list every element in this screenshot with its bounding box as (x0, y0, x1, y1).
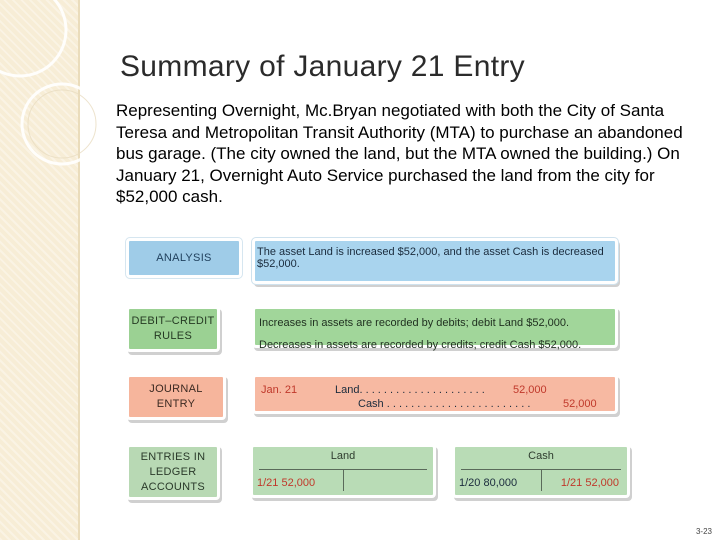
land-debit-entry: 1/21 52,000 (257, 477, 316, 489)
analysis-row (120, 238, 632, 290)
debit-rule: Increases in assets are recorded by debits; debit Land $52,000. (259, 317, 570, 329)
cash-credit-entry: 1/21 52,000 (560, 477, 619, 489)
ledger-label-line1: ENTRIES IN (140, 450, 206, 463)
cash-debit-entry: 1/20 80,000 (459, 477, 518, 489)
debit-credit-rules-row (120, 302, 632, 358)
slide-title: Summary of January 21 Entry (120, 50, 525, 83)
debit-credit-rules-label (126, 306, 220, 352)
land-account-title: Land (330, 450, 356, 462)
je-label-line2: ENTRY (156, 398, 196, 410)
slide-body-text: Representing Overnight, Mc.Bryan negotiated with both the City of Santa Teresa and Metropolitan Transit Authority (MTA) to purchase an abandoned bus garage. (The city owned the land, but the MTA owned the building.) On January 21, Overnight Auto Service purchased the land from the city for $52,000 cash. (116, 101, 683, 206)
ledger-entries-label (126, 444, 220, 500)
journal-date: Jan. 21 (261, 384, 298, 396)
cash-account-title: Cash (528, 450, 554, 462)
journal-credit-amount: 52,000 (563, 398, 597, 410)
analysis-label: ANALYSIS (126, 238, 242, 278)
ledger-entries-row (120, 440, 632, 506)
ledger-label-line3: ACCOUNTS (140, 480, 206, 493)
journal-entry-panel (252, 374, 618, 414)
ledger-label-line2: LEDGER (149, 465, 197, 478)
debit-credit-rules-panel (252, 306, 618, 351)
credit-rule: Decreases in assets are recorded by credits; credit Cash $52,000. (259, 339, 582, 351)
dcr-label-line2: RULES (153, 330, 193, 342)
journal-entry-row (120, 372, 632, 422)
analysis-panel (252, 238, 618, 284)
je-label-line1: JOURNAL (149, 383, 203, 395)
journal-entry-label (126, 374, 226, 420)
cash-t-account (452, 444, 630, 498)
journal-credit-line: Cash . . . . . . . . . . . . . . . . . . . . . . . . (358, 398, 531, 410)
journal-debit-line: Land. . . . . . . . . . . . . . . . . . . . . (335, 384, 485, 396)
dcr-label-line1: DEBIT–CREDIT (131, 315, 215, 327)
journal-debit-amount: 52,000 (513, 384, 547, 396)
analysis-text: The asset Land is increased $52,000, and the asset Cash is decreased $52,000. (257, 246, 604, 270)
page-number: 3-23 (695, 527, 712, 536)
land-t-account (250, 444, 436, 498)
